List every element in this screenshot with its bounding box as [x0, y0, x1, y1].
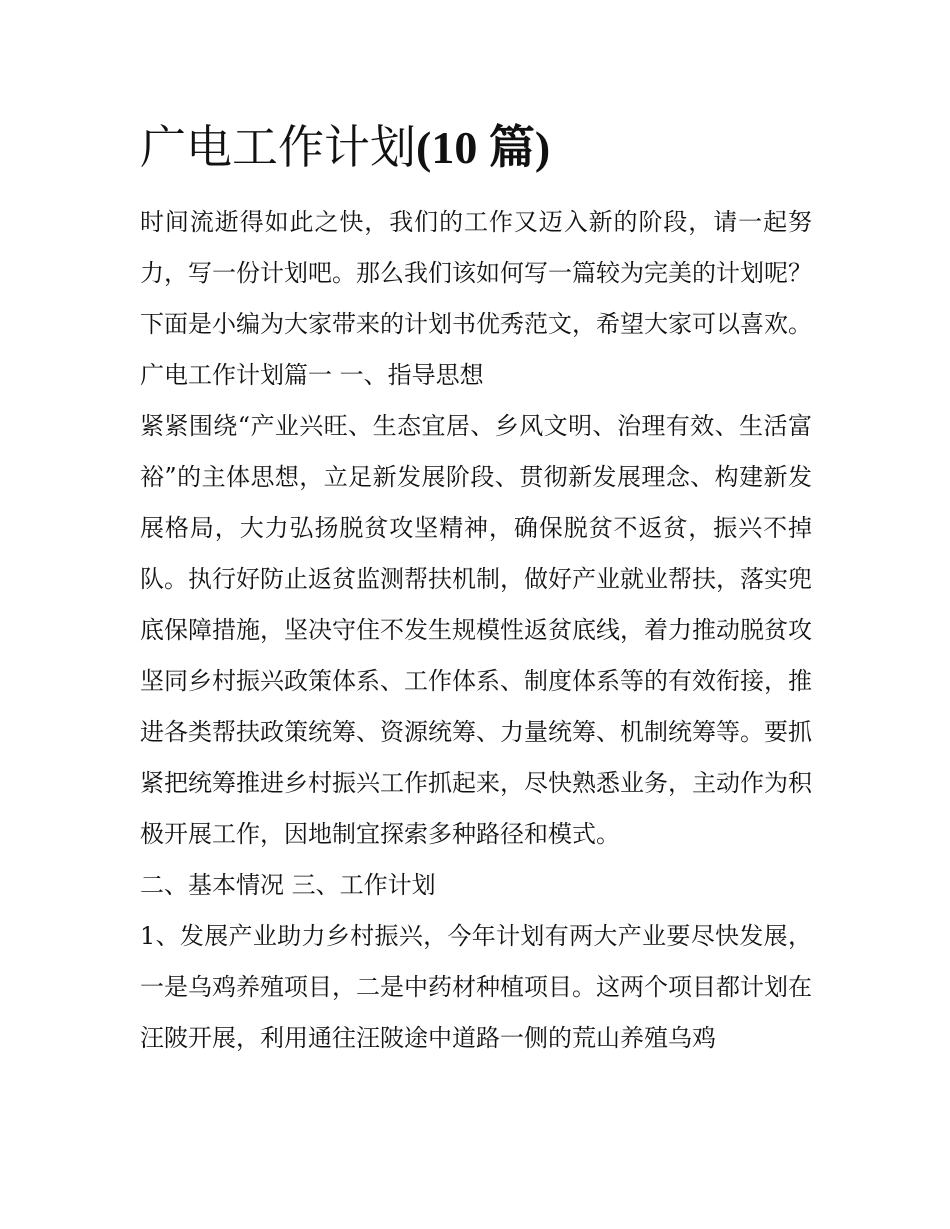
document-body: [140, 197, 812, 1064]
section-heading-guiding-thought: 广电工作计划篇一 一、指导思想: [140, 361, 484, 389]
guiding-thought-paragraph: 紧紧围绕“产业兴旺、生态宜居、乡风文明、治理有效、生活富裕”的主体思想，立足新发展阶段、贯彻新发展理念、构建新发展格局，大力弘扬脱贫攻坚精神，确保脱贫不返贫，振兴不掉队。执行好防止返贫监测帮扶机制，做好产业就业帮扶，落实兜底保障措施，坚决守住不发生规模性返贫底线，着力推动脱贫攻坚同乡村振兴政策体系、工作体系、制度体系等的有效衔接，推进各类帮扶政策统筹、资源统筹、力量统筹、机制统筹等。要抓紧把统筹推进乡村振兴工作抓起来，尽快熟悉业务，主动作为积极开展工作，因地制宜探索多种路径和模式。: [140, 412, 812, 848]
plan-item-1-paragraph: 1、发展产业助力乡村振兴，今年计划有两大产业要尽快发展，一是乌鸡养殖项目，二是中药材种植项目。这两个项目都计划在汪陂开展，利用通往汪陂途中道路一侧的荒山养殖乌鸡: [140, 922, 812, 1052]
document-title: [140, 112, 550, 183]
intro-paragraph: 时间流逝得如此之快，我们的工作又迈入新的阶段，请一起努力，写一份计划吧。那么我们该如何写一篇较为完美的计划呢？下面是小编为大家带来的计划书优秀范文，希望大家可以喜欢。: [140, 208, 812, 338]
section-heading-situation-plan: 二、基本情况 三、工作计划: [140, 871, 436, 899]
title-text: 广电工作计划: [140, 120, 416, 174]
title-count: (10 篇): [416, 122, 551, 173]
